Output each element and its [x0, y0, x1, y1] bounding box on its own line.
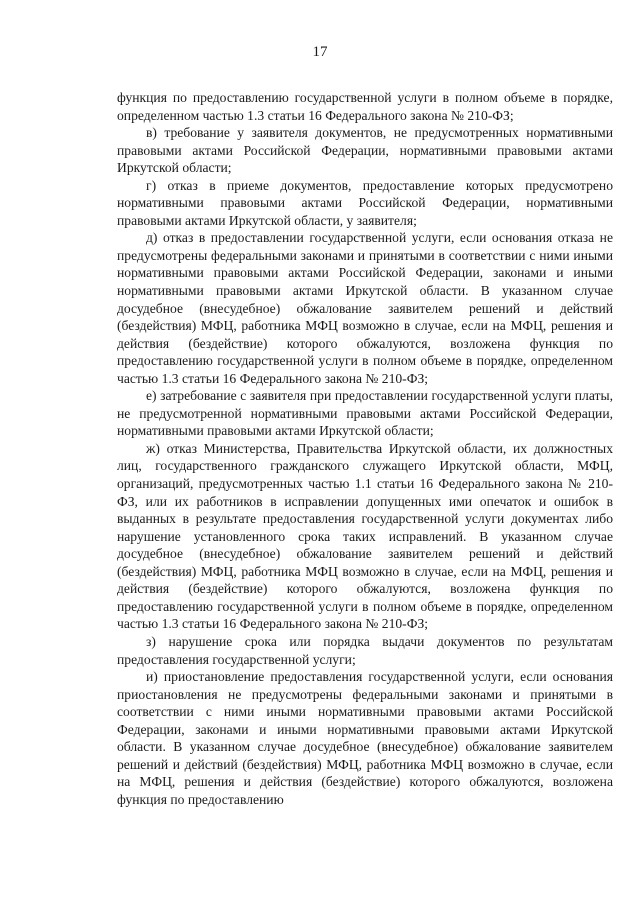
paragraph-item-g: г) отказ в приеме документов, предоставление которых предусмотрено нормативными правовыми актами Российской Федерации, нормативными правовыми актами Иркутской области, у заявителя; [117, 177, 613, 228]
paragraph-item-z: з) нарушение срока или порядка выдачи документов по результатам предоставления государственной услуги; [117, 633, 613, 667]
paragraph-continuation: функция по предоставлению государственной услуги в полном объеме в порядке, определенном частью 1.3 статьи 16 Федерального закона № 210-ФЗ; [117, 90, 613, 123]
page-number: 17 [312, 44, 328, 60]
paragraph-item-e: е) затребование с заявителя при предоставлении государственной услуги платы, не предусмотренной нормативными правовыми актами Российской Федерации, нормативными правовыми актами Иркутской области; [117, 388, 613, 439]
paragraph-item-zh: ж) отказ Министерства, Правительства Иркутской области, их должностных лиц, государственного гражданского служащего Иркутской области, МФЦ, организаций, предусмотренных частью 1.1 статьи 16 Федерального закона № 210-ФЗ, или их работников в исправлении допущенных ими опечаток и ошибок в выданных в результате предоставления государственной услуги документах либо нарушение установленного срока таких исправлений. В указанном случае досудебное (внесудебное) обжалование заявителем решений и действий (бездействия) МФЦ, работника МФЦ возможно в случае, если на МФЦ, решения и действия (бездействие) которого обжалуются, возложена функция по предоставлению государственной услуги в полном объеме в порядке, определенном частью 1.3 статьи 16 Федерального закона № 210-ФЗ; [117, 440, 613, 632]
paragraph-item-i: и) приостановление предоставления государственной услуги, если основания приостановления не предусмотрены федеральными законами и принятыми в соответствии с ними иными нормативными правовыми актами Российской Федерации, законами и иными нормативными правовыми актами Иркутской области. В указанном случае досудебное (внесудебное) обжалование заявителем решений и действий (бездействия) МФЦ, работника МФЦ возможно в случае, если на МФЦ, решения и действия (бездействие) которого обжалуются, возложена функция по предоставлению [117, 669, 613, 807]
document-body [117, 89, 613, 808]
paragraph-item-v: в) требование у заявителя документов, не предусмотренных нормативными правовыми актами Российской Федерации, нормативными правовыми актами Иркутской области; [117, 125, 613, 176]
paragraph-item-d: д) отказ в предоставлении государственной услуги, если основания отказа не предусмотрены федеральными законами и принятыми в соответствии с ними иными нормативными правовыми актами Российской Федерации, законами и иными нормативными правовыми актами Иркутской области. В указанном случае досудебное (внесудебное) обжалование заявителем решений и действий (бездействия) МФЦ, работника МФЦ возможно в случае, если на МФЦ, решения и действия (бездействие) которого обжалуются, возложена функция по предоставлению государственной услуги в полном объеме в порядке, определенном частью 1.3 статьи 16 Федерального закона № 210-ФЗ; [117, 230, 613, 386]
